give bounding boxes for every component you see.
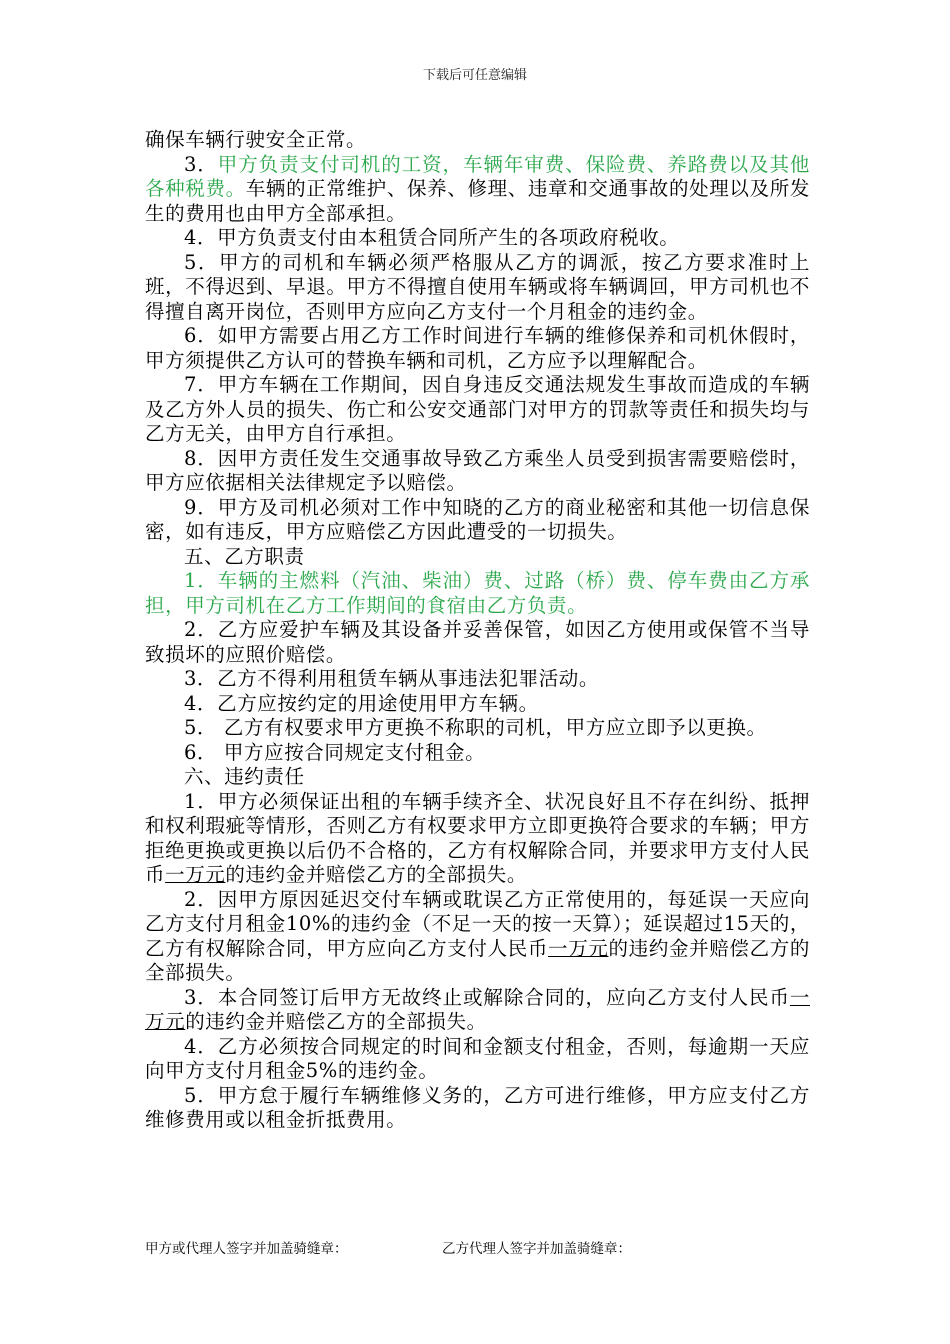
clause-text: 车辆的正常维护、保养、修理、违章和交通事故的处理以及所发生的费用也由甲方全部承担。	[145, 177, 810, 225]
contract-body	[145, 128, 810, 1133]
clause-a7: 7．甲方车辆在工作期间，因自身违反交通法规发生事故而造成的车辆及乙方外人员的损失、伤亡和公安交通部门对甲方的罚款等责任和损失均与乙方无关，由甲方自行承担。	[145, 373, 810, 445]
party-a-signature-label: 甲方或代理人签字并加盖骑缝章：	[145, 1241, 348, 1257]
clause-a3	[145, 153, 810, 227]
paragraph-continuation: 确保车辆行驶安全正常。	[145, 128, 367, 151]
clause-c5: 5．甲方怠于履行车辆维修义务的，乙方可进行维修，甲方应支付乙方维修费用或以租金折抵费用。	[145, 1083, 810, 1131]
amount-underlined: 一万元	[165, 863, 226, 886]
amount-underlined: 一万元	[145, 985, 810, 1033]
amount-underlined: 一万元	[548, 936, 609, 960]
clause-number: 1．	[184, 569, 218, 592]
clause-text: 的违约金并赔偿乙方的全部损失。	[225, 863, 527, 886]
clause-b2: 2．乙方应爱护车辆及其设备并妥善保管，如因乙方使用或保管不当导致损坏的应照价赔偿。	[145, 618, 810, 666]
clause-number: 3．	[184, 152, 218, 176]
clause-c3	[145, 986, 810, 1035]
clause-text: 的违约金并赔偿乙方的全部损失。	[185, 1010, 487, 1033]
clause-b5: 5． 乙方有权要求甲方更换不称职的司机，甲方应立即予以更换。	[184, 716, 767, 739]
clause-c2	[145, 888, 810, 986]
clause-a5: 5．甲方的司机和车辆必须严格服从乙方的调派，按乙方要求准时上班，不得迟到、早退。甲方不得擅自使用车辆或将车辆调回，甲方司机也不得擅自离开岗位，否则甲方应向乙方支付一个月租金的违约金。	[145, 250, 810, 323]
clause-text: 1．甲方必须保证出租的车辆手续齐全、状况良好且不存在纠纷、抵押和权利瑕疵等情形，否则乙方有权要求甲方立即更换符合要求的车辆；甲方拒绝更换或更换以后仍不合格的，乙方有权解除合同，并要求甲方支付人民币	[145, 789, 810, 886]
page-header: 下载后可任意编辑	[422, 68, 527, 83]
clause-b6: 6． 甲方应按合同规定支付租金。	[184, 740, 486, 764]
clause-a6: 6．如甲方需要占用乙方工作时间进行车辆的维修保养和司机休假时，甲方须提供乙方认可的替换车辆和司机，乙方应予以理解配合。	[145, 324, 810, 372]
clause-b3: 3．乙方不得利用租赁车辆从事违法犯罪活动。	[184, 667, 600, 690]
highlighted-text: 甲方负责支付司机的工资，车辆年审费、保险费、养路费以及其他各种税费。	[145, 152, 811, 200]
clause-b1	[145, 569, 810, 618]
section-heading-6: 六、违约责任	[184, 765, 305, 788]
party-b-signature-label: 乙方代理人签字并加盖骑缝章：	[442, 1241, 631, 1257]
clause-text: 3．本合同签订后甲方无故终止或解除合同的，应向乙方支付人民币	[184, 985, 790, 1009]
clause-a9: 9．甲方及司机必须对工作中知晓的乙方的商业秘密和其他一切信息保密，如有违反，甲方应赔偿乙方因此遭受的一切损失。	[145, 495, 810, 543]
clause-text: 2．因甲方原因延迟交付车辆或耽误乙方正常使用的，每延误一天应向乙方支付月租金10%的违约金（不足一天的按一天算）；延误超过15天的，乙方有权解除合同，甲方应向乙方支付人民币	[145, 887, 810, 960]
clause-a8: 8．因甲方责任发生交通事故导致乙方乘坐人员受到损害需要赔偿时，甲方应依据相关法律规定予以赔偿。	[145, 446, 810, 494]
clause-text: 的违约金并赔偿乙方的全部损失。	[145, 936, 810, 984]
clause-c4: 4．乙方必须按合同规定的时间和金额支付租金，否则，每逾期一天应向甲方支付月租金5%的违约金。	[145, 1034, 810, 1082]
highlighted-text: 车辆的主燃料（汽油、柴油）费、过路（桥）费、停车费由乙方承担，甲方司机在乙方工作期间的食宿由乙方负责。	[145, 569, 811, 617]
clause-a4: 4．甲方负责支付由本租赁合同所产生的各项政府税收。	[184, 226, 680, 249]
clause-c1	[145, 790, 810, 888]
section-heading-5: 五、乙方职责	[184, 544, 305, 568]
clause-b4: 4．乙方应按约定的用途使用甲方车辆。	[184, 691, 539, 715]
